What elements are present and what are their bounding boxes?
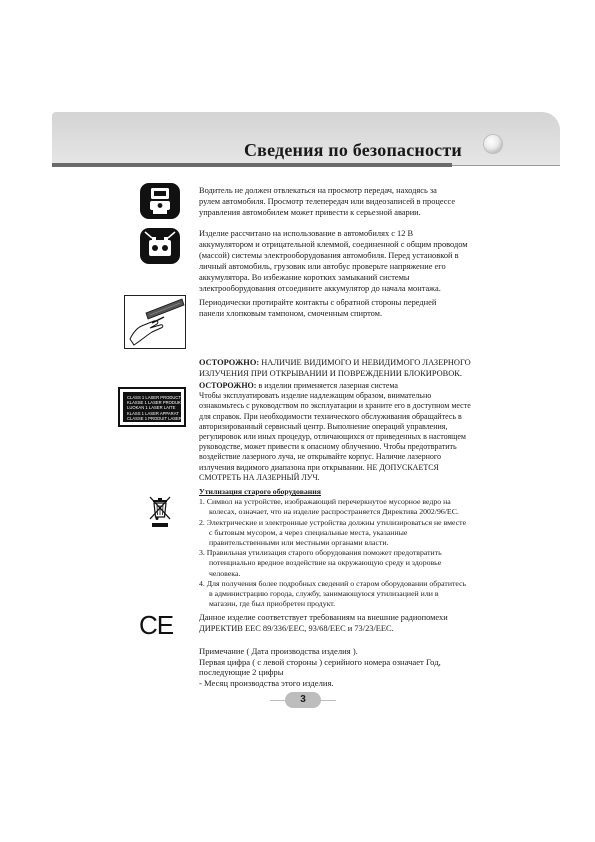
- ce-mark-icon: CE: [139, 610, 174, 640]
- laser-label-line: CLASS 1 LASER PRODUCT: [127, 395, 181, 400]
- production-date-note: [199, 646, 441, 688]
- cleaning-text: [199, 297, 436, 319]
- laser-class-label: [118, 387, 186, 427]
- text-line: личный автомобиль, грузовик или автобус проверьте напряжение его: [199, 262, 446, 271]
- car-battery-icon: [140, 228, 180, 264]
- list-item: правительственными или местными органами власти.: [209, 538, 389, 548]
- crossed-out-wheelie-bin-icon: [148, 495, 172, 529]
- text-line: рулем автомобиля. Просмотр телепередач или видеозаписей в процессе: [199, 197, 456, 206]
- list-item: человека.: [209, 568, 241, 578]
- text-line: электрооборудования отсоедините аккумулятор до начала монтажа.: [199, 284, 441, 293]
- text-line: Водитель не должен отвлекаться на просмотр передач, находясь за: [199, 186, 437, 195]
- text-line: воздействие лазерного луча, не открывайте корпус. Наличие лазерного: [199, 452, 441, 462]
- text-line: регулировок или иных процедур, отличающихся от приведенных в настоящем: [199, 432, 466, 442]
- text-line: Примечание ( Дата производства изделия ).: [199, 646, 358, 656]
- list-item: 3. Правильная утилизация старого оборудования поможет предотвратить: [199, 548, 442, 558]
- text-line: аккумулятором и отрицательной клеммой, соединенной с общим проводом: [199, 240, 468, 249]
- laser-label-line: KLASS 1 LASER APPARAT: [127, 410, 179, 416]
- caution-label: ОСТОРОЖНО:: [199, 381, 257, 390]
- text-line: СМОТРЕТЬ НА ЛАЗЕРНЫЙ ЛУЧ.: [199, 472, 320, 482]
- laser-caution-text: [199, 381, 471, 483]
- list-item: 2. Электрические и электронные устройства должны утилизироваться не вместе: [199, 517, 467, 527]
- text-line: авторизированный сервисный центр. Выполнение операций управления,: [199, 421, 448, 431]
- text-line: Изделие рассчитано на использование в автомобилях с 12 В: [199, 229, 414, 238]
- list-item: в администрацию города, службу, занимающуюся утилизацией или в: [209, 589, 439, 599]
- text-line: управления автомобилем может привести к серьезной аварии.: [199, 208, 421, 217]
- text-line: - Месяц производства этого изделия.: [199, 677, 334, 688]
- list-item: 4. Для получения более подробных сведений о старом оборудовании обратитесь: [199, 578, 467, 588]
- text-line: Чтобы эксплуатировать изделие надлежащим образом, внимательно: [199, 391, 432, 401]
- list-item: 1. Символ на устройстве, изображающий перечеркнутое мусорное ведро на: [199, 497, 451, 507]
- page-title: Сведения по безопасности: [243, 140, 462, 160]
- text-line: для справок. При необходимости технического обслуживания обращайтесь в: [199, 411, 462, 421]
- text-line: в изделии применяется лазерная система: [256, 381, 398, 390]
- text-line: Периодически протирайте контакты с обратной стороны передней: [199, 298, 437, 307]
- text-line: излучения видимого диапазона при открывании. НЕ ДОПУСКАЕТСЯ: [199, 462, 439, 472]
- tv-screen-warning-icon: [140, 183, 180, 219]
- laser-label-line: CLASSE 1 PRODUIT LASER: [127, 415, 182, 421]
- header-dot-icon: [484, 135, 502, 153]
- list-item: с бытовым мусором, а через специальные места, указанные: [209, 527, 408, 537]
- page-number: 3: [285, 692, 321, 708]
- header-underline: [52, 163, 452, 167]
- text-line: ознакомьтесь с руководством по эксплуатации и храните его в доступном месте: [199, 401, 471, 411]
- recycling-title: Утилизация старого оборудования: [199, 487, 322, 496]
- text-line: панели хлопковым тампоном, смоченным спиртом.: [199, 309, 383, 318]
- text-line: последующие 2 цифры: [199, 667, 284, 678]
- list-item: колесах, означает, что на изделие распространяется Директива 2002/96/EC.: [209, 507, 459, 517]
- laser-label-line: KLASSE 1 LASER PRODUKT: [127, 400, 184, 406]
- driver-warning-text: [199, 185, 455, 218]
- text-line: НАЛИЧИЕ ВИДИМОГО И НЕВИДИМОГО ЛАЗЕРНОГО: [259, 358, 471, 367]
- list-item: потенциально вредное воздействие на окружающую среду и здоровье: [209, 558, 442, 568]
- recycling-section: [199, 487, 466, 609]
- ce-compliance-text: [199, 612, 448, 634]
- text-line: (массой) системы электрооборудования автомобиля. Перед установкой в: [199, 251, 459, 260]
- text-line: Данное изделие соответствует требованиям на внешние радиопомехи: [199, 613, 448, 622]
- laser-label-line: LUOKAN 1 LASER LAITE: [127, 405, 176, 411]
- text-line: ИЗЛУЧЕНИЯ ПРИ ОТКРЫВАНИИ И ПОВРЕЖДЕНИИ БЛОКИРОВОК.: [199, 369, 462, 378]
- caution-label: ОСТОРОЖНО:: [199, 358, 260, 367]
- text-line: аккумулятора. Во избежание коротких замыканий системы: [199, 273, 410, 282]
- text-line: ДИРЕКТИВ EEC 89/336/EEC, 93/68/EEC и 73/23/EEC.: [199, 624, 394, 633]
- text-line: Первая цифра ( с левой стороны ) серийного номера означает Год,: [199, 656, 441, 667]
- header-rule: [452, 165, 560, 166]
- list-item: магазин, где был приобретен продукт.: [209, 599, 336, 609]
- text-line: руководстве, может привести к опасному облучению. Чтобы предотвратить: [199, 442, 457, 452]
- battery-warning-text: [199, 228, 468, 294]
- hand-cleaning-contacts-icon: [124, 295, 186, 349]
- laser-caution-heading: [199, 357, 471, 379]
